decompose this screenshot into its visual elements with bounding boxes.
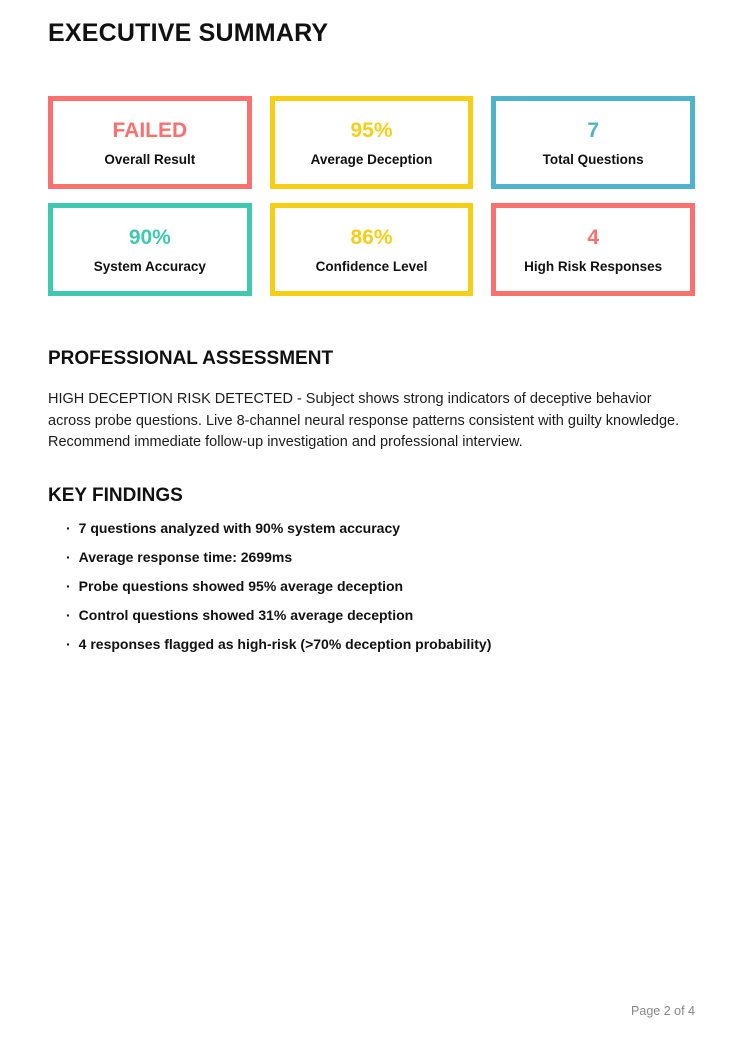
finding-text: Control questions showed 31% average deception xyxy=(78,607,414,623)
bullet-dot: · xyxy=(66,520,71,536)
bullet-dot: · xyxy=(66,607,71,623)
stat-label: System Accuracy xyxy=(93,258,206,274)
stat-value: 7 xyxy=(587,118,599,142)
stat-label: Confidence Level xyxy=(315,258,428,274)
stat-label: Total Questions xyxy=(542,151,644,167)
bullet-dot: · xyxy=(66,636,71,652)
finding-item xyxy=(66,579,695,594)
stat-card-system-accuracy xyxy=(48,203,252,296)
stat-card-overall-result xyxy=(48,96,252,189)
bullet-dot: · xyxy=(66,578,71,594)
stat-label: Overall Result xyxy=(104,151,196,167)
page-number: Page 2 of 4 xyxy=(631,1004,695,1018)
finding-item xyxy=(66,637,695,652)
finding-text: 4 responses flagged as high-risk (>70% deception probability) xyxy=(78,636,492,652)
stat-value: 95% xyxy=(350,118,393,142)
stat-card-total-questions xyxy=(491,96,695,189)
findings-section xyxy=(48,485,695,652)
stat-value: 4 xyxy=(587,225,599,249)
stat-value: 90% xyxy=(128,225,171,249)
finding-text: Average response time: 2699ms xyxy=(78,549,293,565)
assessment-section xyxy=(48,348,695,454)
stat-card-average-deception xyxy=(270,96,474,189)
assessment-heading: PROFESSIONAL ASSESSMENT xyxy=(48,348,334,369)
stat-label: Average Deception xyxy=(310,151,433,167)
stat-label: High Risk Responses xyxy=(524,258,663,274)
finding-item xyxy=(66,608,695,623)
page-title: EXECUTIVE SUMMARY xyxy=(48,19,329,47)
stat-card-high-risk-responses xyxy=(491,203,695,296)
assessment-body: HIGH DECEPTION RISK DETECTED - Subject shows strong indicators of deceptive behavior across probe questions. Live 8-channel neural response patterns consistent with guilty knowledge. Recommend immediate follow-up investigation and professional interview. xyxy=(48,391,680,450)
bullet-dot: · xyxy=(66,549,71,565)
finding-text: Probe questions showed 95% average deception xyxy=(78,578,404,594)
findings-heading: KEY FINDINGS xyxy=(48,484,183,506)
finding-item xyxy=(66,550,695,565)
stat-card-confidence-level xyxy=(270,203,474,296)
stat-value: 86% xyxy=(350,225,393,249)
summary-stats-grid xyxy=(48,96,695,296)
stat-value: FAILED xyxy=(112,118,188,142)
findings-list xyxy=(48,521,695,652)
finding-text: 7 questions analyzed with 90% system accuracy xyxy=(78,520,401,536)
finding-item xyxy=(66,521,695,536)
